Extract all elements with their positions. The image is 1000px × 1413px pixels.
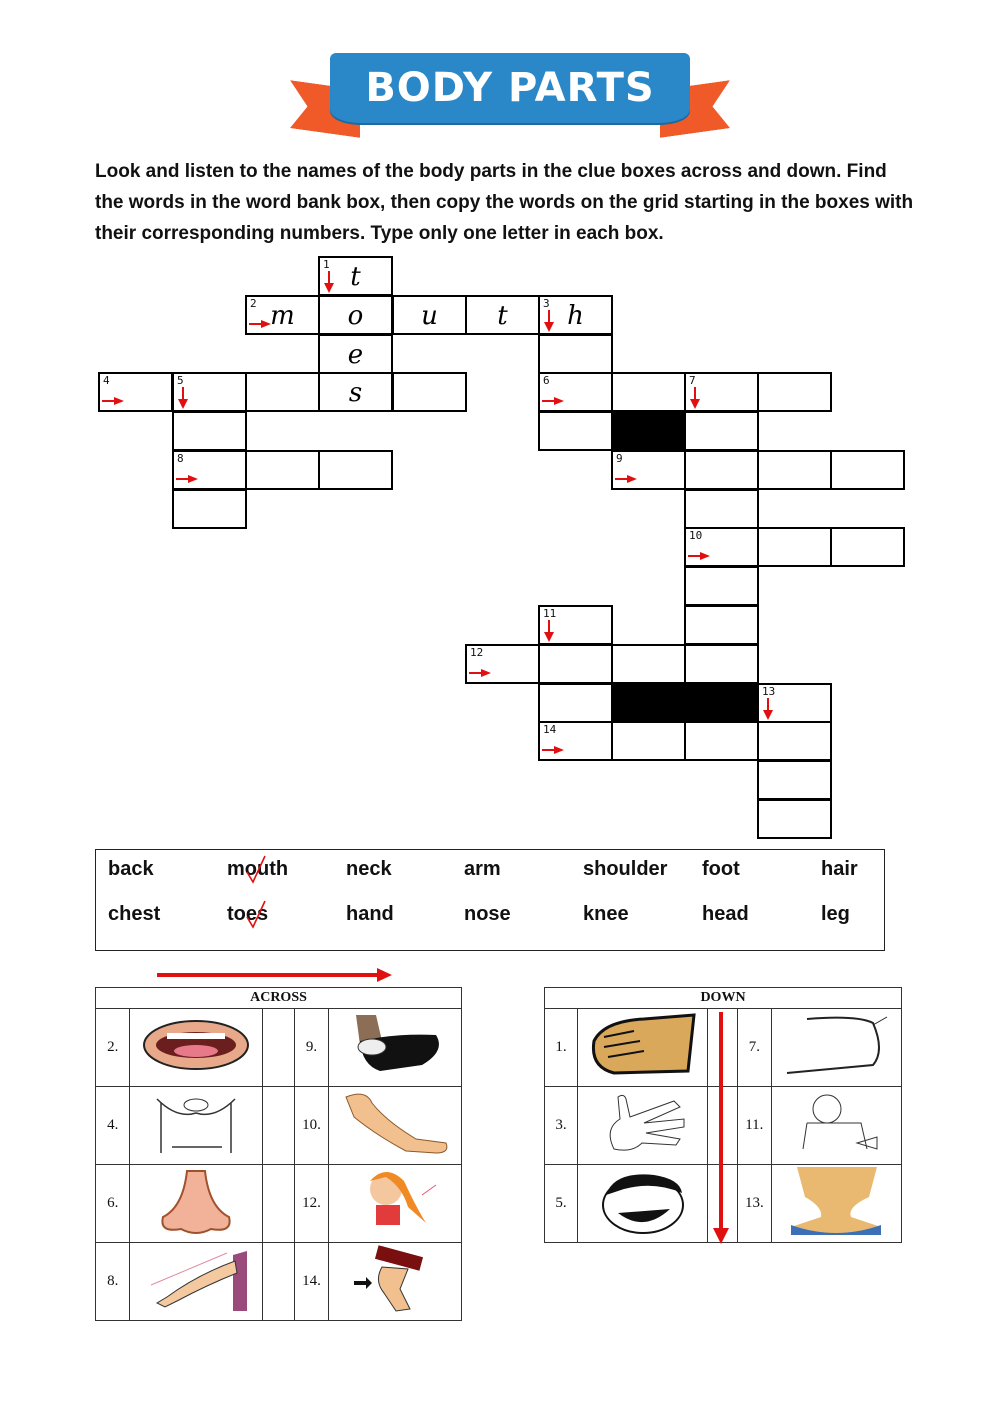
hair-picture [329, 1165, 462, 1243]
crossword-cell-1[interactable] [318, 256, 393, 296]
word-bank-word: neck [346, 858, 392, 880]
clue-number: 1. [545, 1009, 578, 1087]
clue-number: 10. [294, 1087, 328, 1165]
crossword-cell[interactable] [318, 372, 393, 412]
knee-picture [329, 1243, 462, 1321]
hand-picture [578, 1087, 708, 1165]
cell-letter: h [567, 301, 584, 331]
clue-number: 9. [294, 1009, 328, 1087]
instructions-text: Look and listen to the names of the body parts in the clue boxes across and down. Find the words in the word bank box, then copy the words on the grid starting in the boxes with their corresponding numbers. Type only one letter in each box. [95, 161, 914, 244]
crossword-cell[interactable] [245, 372, 320, 412]
clue-number: 13. [738, 1165, 771, 1243]
clue-number: 12. [294, 1165, 328, 1243]
crossword-cell[interactable] [318, 334, 393, 374]
across-clue-row [96, 1243, 462, 1321]
cell-letter: o [347, 301, 364, 331]
toes-icon [584, 1011, 702, 1079]
crossword-cell[interactable] [757, 450, 832, 490]
crossword-cell[interactable] [611, 644, 686, 684]
cell-letter: t [350, 262, 361, 292]
chest-picture [130, 1087, 263, 1165]
clue-number: 4. [96, 1087, 130, 1165]
shoulder-picture [771, 1087, 902, 1165]
crossword-cell[interactable] [318, 450, 393, 490]
crossword-cell[interactable] [757, 372, 832, 412]
clue-number: 2. [96, 1009, 130, 1087]
word-bank-word: arm [464, 858, 501, 880]
clue-number: 8. [96, 1243, 130, 1321]
crossword-cell[interactable] [684, 450, 759, 490]
crossword-cell[interactable] [684, 605, 759, 645]
across-clues-table [95, 987, 462, 1321]
clue-number: 14 [543, 723, 557, 736]
crossword-cell[interactable] [684, 489, 759, 529]
cell-letter: u [421, 301, 438, 331]
crossword-cell-13[interactable] [757, 683, 832, 723]
word-bank [95, 849, 885, 951]
crossword-cell[interactable] [611, 372, 686, 412]
head-picture [578, 1165, 708, 1243]
foot-picture [329, 1009, 462, 1087]
hand-icon [584, 1089, 702, 1157]
clue-number: 1 [323, 258, 330, 271]
cell-letter: s [348, 378, 363, 408]
arrow-right-icon [688, 552, 710, 560]
clue-number: 11 [543, 607, 557, 620]
crossword-cell[interactable] [611, 721, 686, 761]
arrow-right-icon [542, 397, 564, 405]
arrow-right-icon [157, 968, 392, 982]
clue-number: 7. [738, 1009, 771, 1087]
chest-icon [137, 1089, 255, 1157]
crossword-cell[interactable] [684, 566, 759, 606]
clue-number: 5. [545, 1165, 578, 1243]
word-bank-word: mouth [227, 858, 289, 880]
title-banner [290, 45, 730, 145]
down-header: DOWN [545, 988, 902, 1009]
crossword-cell[interactable] [684, 411, 759, 451]
foot-icon [336, 1011, 454, 1079]
crossword-cell-12[interactable] [465, 644, 540, 684]
crossword-cell-6[interactable] [538, 372, 613, 412]
checkmark-icon [245, 899, 267, 929]
table-gap [263, 1009, 294, 1087]
table-gap [263, 1087, 294, 1165]
across-clue-row [96, 1165, 462, 1243]
clue-number: 3. [545, 1087, 578, 1165]
crossword-cell[interactable] [245, 450, 320, 490]
arrow-right-icon [469, 669, 491, 677]
word-bank-word: hand [346, 903, 394, 925]
crossword-cell[interactable] [465, 295, 540, 335]
crossword-cell-9[interactable] [611, 450, 686, 490]
clue-number: 11. [738, 1087, 771, 1165]
crossword-cell[interactable] [172, 411, 247, 451]
cell-letter: t [497, 301, 508, 331]
crossword-blank-cell [684, 683, 759, 723]
crossword-cell[interactable] [757, 527, 832, 567]
clue-number: 3 [543, 297, 550, 310]
crossword-cell-7[interactable] [684, 372, 759, 412]
arrow-right-icon [542, 746, 564, 754]
word-bank-word: head [702, 903, 749, 925]
banner-ribbon [330, 53, 690, 123]
crossword-cell-10[interactable] [684, 527, 759, 567]
crossword-cell[interactable] [538, 683, 613, 723]
cell-letter: m [270, 301, 295, 331]
crossword-cell[interactable] [392, 295, 467, 335]
across-clue-row [96, 1009, 462, 1087]
word-bank-word: toes [227, 903, 269, 925]
crossword-cell-14[interactable] [538, 721, 613, 761]
crossword-cell[interactable] [538, 411, 613, 451]
crossword-cell[interactable] [830, 450, 905, 490]
back-picture [771, 1009, 902, 1087]
page-title: BODY PARTS [365, 65, 655, 111]
clue-number: 5 [177, 374, 184, 387]
word-bank-word: hair [821, 858, 858, 880]
checkmark-icon [245, 854, 267, 884]
clue-number: 9 [616, 452, 623, 465]
leg-picture [329, 1087, 462, 1165]
shoulder-icon [777, 1089, 895, 1157]
crossword-cell-3[interactable] [538, 295, 613, 335]
knee-icon [336, 1245, 454, 1313]
crossword-cell[interactable] [392, 372, 467, 412]
clue-number: 13 [762, 685, 776, 698]
table-gap [263, 1165, 294, 1243]
back-icon [777, 1011, 895, 1079]
crossword-cell[interactable] [684, 721, 759, 761]
crossword-cell[interactable] [172, 489, 247, 529]
crossword-cell[interactable] [757, 721, 832, 761]
crossword-cell[interactable] [684, 644, 759, 684]
arrow-right-icon [102, 397, 124, 405]
word-bank-word: chest [108, 903, 161, 925]
nose-icon [137, 1167, 255, 1235]
across-clue-row [96, 1087, 462, 1165]
crossword-cell-5[interactable] [172, 372, 247, 412]
crossword-blank-cell [611, 683, 686, 723]
arrow-down-icon [544, 620, 554, 642]
head-icon [584, 1167, 702, 1235]
crossword-cell[interactable] [757, 760, 832, 800]
word-bank-word: shoulder [583, 858, 668, 880]
word-bank-word: back [108, 858, 154, 880]
arm-icon [137, 1245, 255, 1313]
word-bank-word: knee [583, 903, 629, 925]
crossword-cell[interactable] [830, 527, 905, 567]
clue-number: 7 [689, 374, 696, 387]
clue-number: 6 [543, 374, 550, 387]
leg-icon [336, 1089, 454, 1157]
clue-number: 8 [177, 452, 184, 465]
arrow-down-icon [690, 387, 700, 409]
word-bank-word: leg [821, 903, 850, 925]
crossword-cell-2[interactable] [245, 295, 320, 335]
cell-letter: e [347, 340, 364, 370]
nose-picture [130, 1165, 263, 1243]
clue-number: 10 [689, 529, 703, 542]
crossword-cell-11[interactable] [538, 605, 613, 645]
neck-picture [771, 1165, 902, 1243]
word-bank-word: nose [464, 903, 511, 925]
clue-number: 2 [250, 297, 257, 310]
clue-number: 14. [294, 1243, 328, 1321]
arrow-down-icon [713, 1012, 729, 1244]
clue-number: 12 [470, 646, 484, 659]
crossword-cell[interactable] [538, 334, 613, 374]
crossword-cell[interactable] [757, 799, 832, 839]
word-bank-word: foot [702, 858, 740, 880]
table-gap [263, 1243, 294, 1321]
crossword-cell[interactable] [538, 644, 613, 684]
across-header: ACROSS [96, 988, 462, 1009]
mouth-icon [137, 1011, 255, 1079]
toes-picture [578, 1009, 708, 1087]
neck-icon [777, 1167, 895, 1235]
arrow-right-icon [176, 475, 198, 483]
arm-picture [130, 1243, 263, 1321]
crossword-cell-4[interactable] [98, 372, 173, 412]
mouth-picture [130, 1009, 263, 1087]
crossword-cell-8[interactable] [172, 450, 247, 490]
arrow-right-icon [615, 475, 637, 483]
arrow-down-icon [178, 387, 188, 409]
crossword-blank-cell [611, 411, 686, 451]
clue-number: 4 [103, 374, 110, 387]
hair-icon [336, 1167, 454, 1235]
clue-number: 6. [96, 1165, 130, 1243]
crossword-cell[interactable] [318, 295, 393, 335]
arrow-down-icon [763, 698, 773, 720]
